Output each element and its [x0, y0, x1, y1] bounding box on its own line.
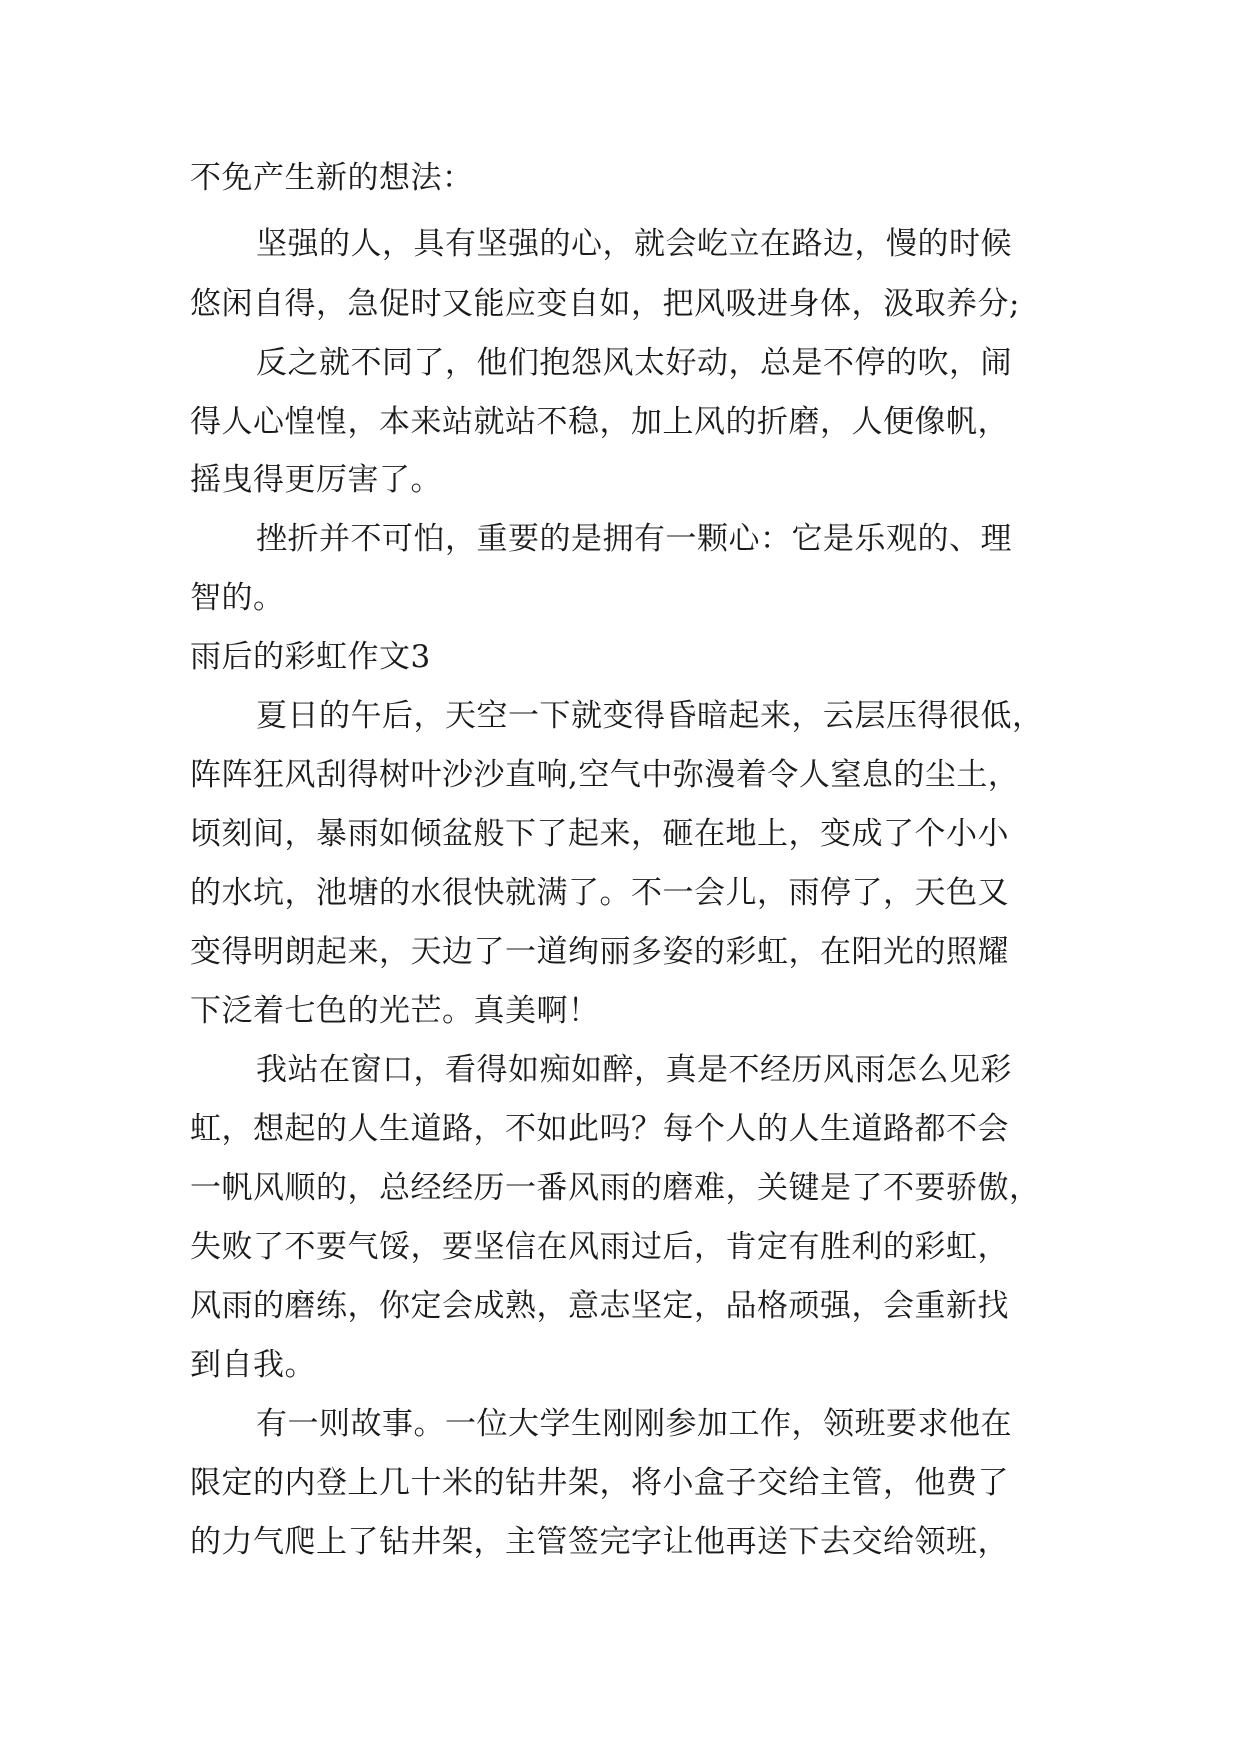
- text-line: 一帆风顺的，总经经历一番风雨的磨难，关键是了不要骄傲，: [190, 1170, 1041, 1206]
- text-line: 的水坑，池塘的水很快就满了。不一会儿，雨停了，天色又: [190, 875, 1009, 911]
- text-line: 有一则故事。一位大学生刚刚参加工作，领班要求他在: [256, 1406, 1012, 1442]
- text-line: 挫折并不可怕，重要的是拥有一颗心：它是乐观的、理: [256, 521, 1012, 557]
- text-line: 顷刻间，暴雨如倾盆般下了起来，砸在地上，变成了个小小: [190, 816, 1009, 852]
- text-line: 坚强的人，具有坚强的心，就会屹立在路边，慢的时候: [256, 226, 1012, 262]
- text-line: 摇曳得更厉害了。: [190, 462, 442, 498]
- text-line: 悠闲自得，急促时又能应变自如，把风吸进身体，汲取养分;: [190, 286, 1020, 322]
- text-line: 反之就不同了，他们抱怨风太好动，总是不停的吹，闹: [256, 345, 1012, 381]
- text-line: 得人心惶惶，本来站就站不稳，加上风的折磨，人便像帆，: [190, 404, 1009, 440]
- text-line: 到自我。: [190, 1347, 316, 1383]
- section-title: 雨后的彩虹作文3: [190, 639, 431, 675]
- text-line: 阵阵狂风刮得树叶沙沙直响,空气中弥漫着令人窒息的尘土，: [190, 757, 1020, 793]
- text-line: 风雨的磨练，你定会成熟，意志坚定，品格顽强，会重新找: [190, 1288, 1009, 1324]
- text-line: 限定的内登上几十米的钻井架，将小盒子交给主管，他费了: [190, 1465, 1009, 1501]
- text-line: 不免产生新的想法：: [190, 160, 474, 196]
- text-line: 夏日的午后，天空一下就变得昏暗起来，云层压得很低，: [256, 698, 1044, 734]
- text-line: 下泛着七色的光芒。真美啊！: [190, 993, 600, 1029]
- text-line: 我站在窗口，看得如痴如醉，真是不经历风雨怎么见彩: [256, 1052, 1012, 1088]
- text-line: 变得明朗起来，天边了一道绚丽多姿的彩虹，在阳光的照耀: [190, 934, 1009, 970]
- text-line: 的力气爬上了钻井架，主管签完字让他再送下去交给领班，: [190, 1524, 1009, 1560]
- text-line: 失败了不要气馁，要坚信在风雨过后，肯定有胜利的彩虹，: [190, 1229, 1009, 1265]
- text-line: 智的。: [190, 580, 285, 616]
- text-line: 虹，想起的人生道路，不如此吗？每个人的人生道路都不会: [190, 1111, 1009, 1147]
